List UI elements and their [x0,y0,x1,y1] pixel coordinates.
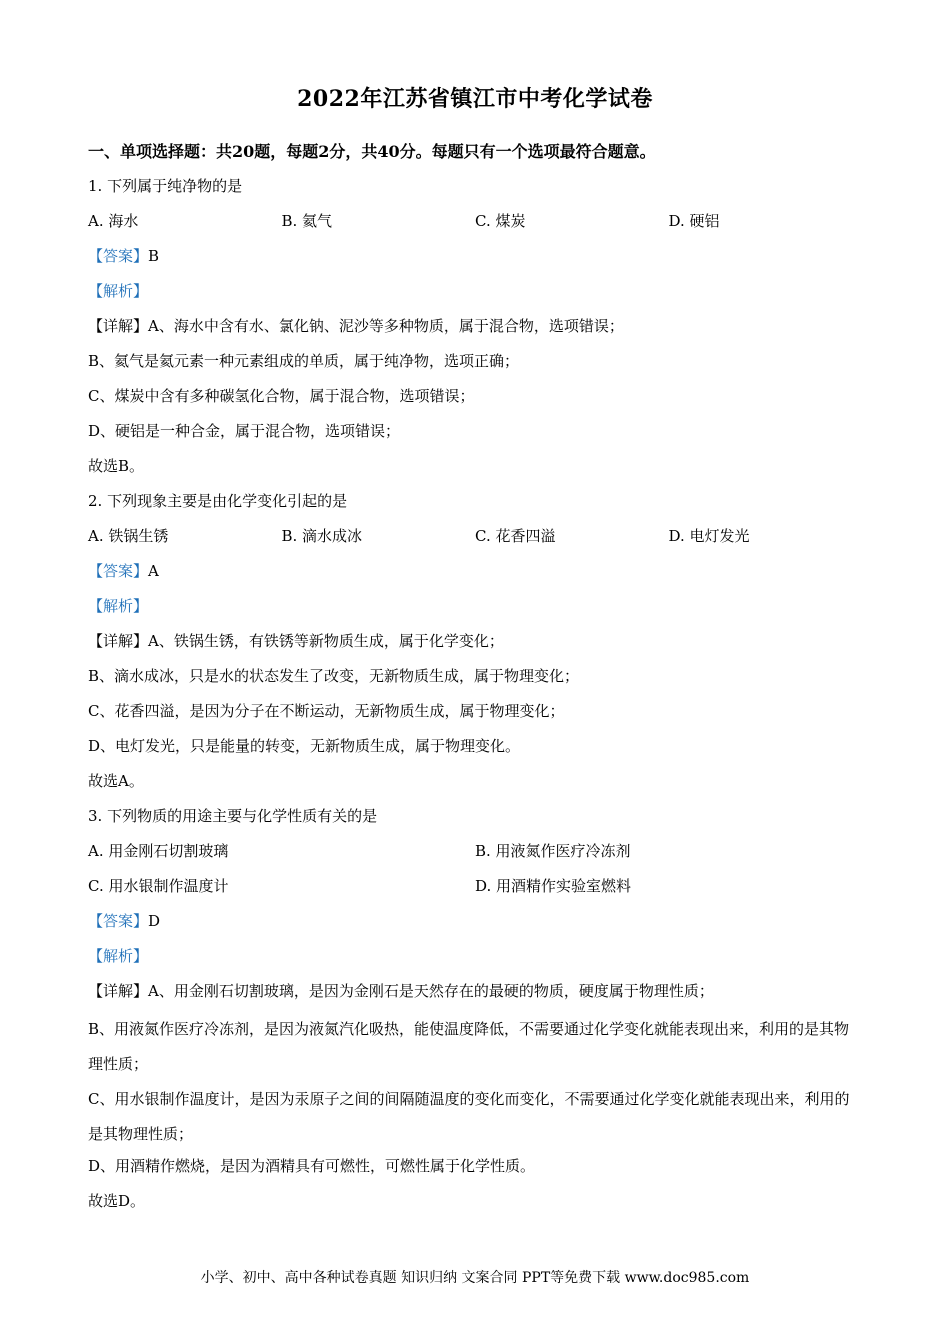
answer-value: A [148,562,159,580]
option-b: B. 氦气 [281,212,333,230]
detail-label: 【详解】 [88,317,149,335]
analysis-line [88,277,862,312]
analysis-label: 【解析】 [88,282,149,300]
answer-label: 【答案】 [88,912,149,930]
option-c: C. 用水银制作温度计 [88,877,229,895]
detail-line: C、煤炭中含有多种碳氢化合物，属于混合物，选项错误； [88,387,475,405]
option-d: D. 硬铝 [668,212,720,230]
detail-label: 【详解】 [88,632,149,650]
answer-label: 【答案】 [88,247,149,265]
questions-content [88,172,862,1222]
detail-line [88,312,862,347]
option-b: B. 用液氮作医疗冷冻剂 [475,842,631,860]
option-d: D. 电灯发光 [668,527,750,545]
detail-line [88,627,862,662]
option-c: C. 煤炭 [475,212,526,230]
answer-line [88,907,862,942]
section-heading: 一、单项选择题：共20题，每题2分，共40分。每题只有一个选项最符合题意。 [88,142,656,161]
document-title: 2022年江苏省镇江市中考化学试卷 [297,86,653,112]
analysis-line [88,942,862,977]
detail-line: C、用水银制作温度计，是因为汞原子之间的间隔随温度的变化而变化，不需要通过化学变化就能表现出来，利用的是其物理性质； [88,1090,850,1143]
options-row [88,837,862,872]
option-a: A. 铁锅生锈 [88,527,169,545]
detail-line [88,977,862,1012]
answer-value: D [148,912,161,930]
detail-line: B、滴水成冰，只是水的状态发生了改变，无新物质生成，属于物理变化； [88,667,580,685]
question-1 [88,172,862,487]
conclusion-line: 故选D。 [88,1192,146,1210]
option-a: A. 用金刚石切割玻璃 [88,842,229,860]
options-row [88,207,862,242]
detail-text: A、海水中含有水、氯化钠、泥沙等多种物质，属于混合物，选项错误； [148,317,624,335]
option-b: B. 滴水成冰 [281,527,363,545]
options-row [88,522,862,557]
question-stem: 3. 下列物质的用途主要与化学性质有关的是 [88,807,378,825]
question-3 [88,802,862,1222]
question-stem: 1. 下列属于纯净物的是 [88,177,243,195]
answer-value: B [148,247,160,265]
page-footer: 小学、初中、高中各种试卷真题 知识归纳 文案合同 PPT等免费下载 www.doc985.com [200,1270,750,1286]
question-2 [88,487,862,802]
analysis-label: 【解析】 [88,947,149,965]
detail-line: B、氦气是氦元素一种元素组成的单质，属于纯净物，选项正确； [88,352,520,370]
option-c: C. 花香四溢 [475,527,556,545]
options-row [88,872,862,907]
detail-text: A、铁锅生锈，有铁锈等新物质生成，属于化学变化； [148,632,504,650]
detail-line: D、硬铝是一种合金，属于混合物，选项错误； [88,422,401,440]
answer-line [88,557,862,592]
conclusion-line: 故选B。 [88,457,145,475]
option-d: D. 用酒精作实验室燃料 [475,877,632,895]
detail-text: A、用金刚石切割玻璃，是因为金刚石是天然存在的最硬的物质，硬度属于物理性质； [148,982,714,1000]
detail-line: D、用酒精作燃烧，是因为酒精具有可燃性，可燃性属于化学性质。 [88,1157,536,1175]
detail-line: D、电灯发光，只是能量的转变，无新物质生成，属于物理变化。 [88,737,521,755]
detail-line: B、用液氮作医疗冷冻剂，是因为液氮汽化吸热，能使温度降低，不需要通过化学变化就能表现出来，利用的是其物理性质； [88,1020,850,1073]
option-a: A. 海水 [88,212,139,230]
detail-label: 【详解】 [88,982,149,1000]
detail-line: C、花香四溢，是因为分子在不断运动，无新物质生成，属于物理变化； [88,702,565,720]
analysis-label: 【解析】 [88,597,149,615]
conclusion-line: 故选A。 [88,772,144,790]
answer-label: 【答案】 [88,562,149,580]
answer-line [88,242,862,277]
analysis-line [88,592,862,627]
question-stem: 2. 下列现象主要是由化学变化引起的是 [88,492,348,510]
